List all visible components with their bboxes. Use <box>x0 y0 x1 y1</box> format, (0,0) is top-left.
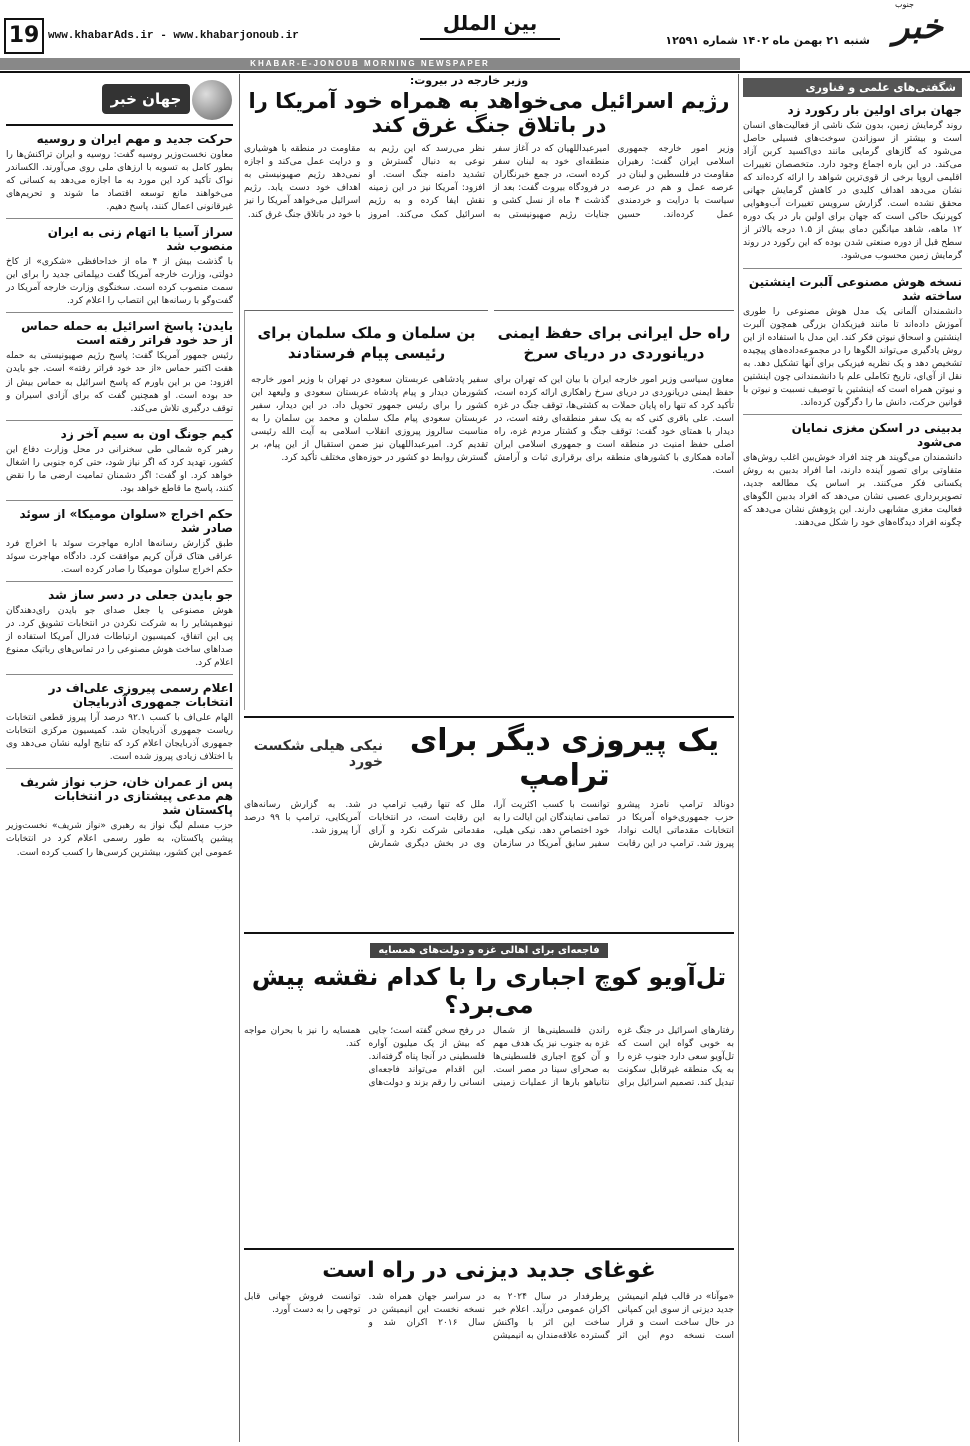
divider <box>743 414 962 415</box>
news-title: جو بایدن جعلی در دسر ساز شد <box>48 587 233 602</box>
world-news-title: جهان خبر <box>102 84 190 114</box>
gaza-headline: تل‌آویو کوچ اجباری را با کدام نقشه پیش می‌برد؟ <box>251 963 727 1019</box>
science-column-header: شگفتی‌های علمی و فناوری <box>743 78 962 97</box>
news-title: اعلام رسمی پیروزی علی‌اف در انتخابات جمهوری آذربایجان <box>48 681 233 710</box>
news-title: پس از عمران خان، حزب نواز شریف هم مدعی پیشتازی در انتخابات پاکستان شد <box>20 775 233 818</box>
divider <box>6 674 233 675</box>
article-text: دانشمندان آلمانی یک مدل هوش مصنوعی را طوری آموزش داده‌اند تا مانند فیزیکدان بزرگی همچون آلبرت اینشتین و اسحاق نیوتن فکر کند. این مدل با استفاده از این روش یادگیری می‌تواند الگوها را در مجموعه‌داده‌های پیچیده تشخیص دهد و یک نظریه فیزیکی برای آنها تشکیل دهد. به نقل از آی‌ای، تاریخ تکاملی علم با دانشمندانی چون اینشتین و نیوتن همراه است که اینشتین با توصیف نسبیت و نیوتن با قوانین حرکت، دانش ما را دگرگون کرده‌اند. <box>743 306 962 408</box>
page-number: 19 <box>4 18 44 54</box>
divider <box>6 581 233 582</box>
trump-subheadline: نیکی هیلی شکست خورد <box>253 738 384 770</box>
world-news-header <box>6 74 233 126</box>
trump-headline: یک پیروزی دیگر برای ترامپ <box>409 723 720 793</box>
news-title: سراز آسیا با اتهام زنی به ایران منصوب شد <box>47 225 233 254</box>
lead-text: وزیر امور خارجه جمهوری اسلامی ایران گفت: رهبران مقاومت در فلسطین و لبنان در عرصه عمل و هم در عرصه سیاست با درایت و خردمندی عمل کرده‌اند. حسین امیرعبداللهیان که در آغاز سفر منطقه‌ای خود به لبنان سفر کرده است، در جمع خبرنگاران در فرودگاه بیروت گفت: بعد از گذشت ۴ ماه از نسل کشی و جنایات رژیم صهیونیستی به نظر می‌رسد که این رژیم به نوعی به دنبال گسترش و تشدید دامنه جنگ است. او افزود: آمریکا نیز در این زمینه نقش ایفا کرده و به رژیم اسرائیل کمک می‌کند. امروز مقاومت در منطقه با هوشیاری و درایت عمل می‌کند و اجازه نمی‌دهد رژیم صهیونیستی به اهداف خود دست یابد. رژیم اسرائیل می‌خواهد آمریکا را نیز با خود در باتلاق جنگ غرق کند. <box>244 144 734 220</box>
globe-icon <box>192 80 232 120</box>
divider <box>6 500 233 501</box>
news-text: الهام علی‌اف با کسب ۹۲.۱ درصد آرا پیروز قطعی انتخابات ریاست جمهوری آذربایجان شد. کمیسیون مرکزی انتخابات جمهوری آذربایجان اعلام کرد که نتایج اولیه نشان می‌دهد وی با اختلاف زیادی پیروز شده است. <box>6 713 233 763</box>
story-redsea <box>494 310 734 710</box>
divider <box>6 218 233 219</box>
gaza-kicker: فاجعه‌ای برای اهالی غزه و دولت‌های همسایه <box>370 943 607 958</box>
saudi-text: سفیر پادشاهی عربستان سعودی در تهران با وزیر امور خارجه کشورمان دیدار و پیام پادشاه عربستان سعودی و ولیعهد این کشور را برای رئیس جمهور تحویل داد. در این دیدار، سفیر عربستان سعودی پیام ملک سلمان و محمد بن سلمان را به مناسبت سالروز پیروزی انقلاب اسلامی به آیت الله رئیسی تقدیم کرد. امیرعبداللهیان نیز ضمن استقبال از این پیام، بر گسترش روابط دو کشور در حوزه‌های مختلف تأکید کرد. <box>251 374 488 463</box>
lead-story <box>244 74 734 304</box>
lead-headline: رژیم اسرائیل می‌خواهد به همراه خود آمریکا را در باتلاق جنگ غرق کند <box>248 89 730 138</box>
news-title: کیم جونگ اون به سیم آخر زد <box>60 426 233 441</box>
story-trump <box>244 716 734 926</box>
english-name-bar: KHABAR-E-JONOUB MORNING NEWSPAPER <box>0 58 740 70</box>
news-title: حکم اخراج «سلوان مومیکا» از سوئد صادر شد <box>19 506 233 535</box>
masthead-rule <box>0 71 970 73</box>
saudi-headline: بن سلمان و ملک سلمان برای رئیسی پیام فرستادند <box>257 324 476 363</box>
news-text: هوش مصنوعی یا جعل صدای جو بایدن رای‌دهندگان نیوهمپشایر را به شرکت نکردن در انتخابات تشویق کرد. در پی این اتفاق، کمیسیون ارتباطات فدرال آمریکا استفاده از صداهای ساخت هوش مصنوعی را در تماس‌های رباتیک ممنوع اعلام کرد. <box>5 605 233 669</box>
news-text: رئیس جمهور آمریکا گفت: پاسخ رژیم صهیونیستی به حمله هفت اکتبر حماس «از حد خود فراتر رفته» است. جو بایدن افزود: من بر این باورم که پاسخ اسرائیل به حماس بیش از حد بوده است. او همچنین گفت که برای آزادی اسیران و توقف درگیری تلاش می‌کند. <box>6 351 233 414</box>
redsea-headline: راه حل ایرانی برای حفظ ایمنی دریانوردی در دریای سرخ <box>497 324 731 363</box>
disney-headline: غوغای جدید دیزنی در راه است <box>322 1258 656 1283</box>
news-title: حرکت جدید و مهم ایران و روسیه <box>36 132 233 146</box>
world-news-column <box>4 74 240 1442</box>
article-title: نسخه هوش مصنوعی آلبرت اینشتین ساخته شد <box>748 274 962 303</box>
main-stories <box>244 74 734 1442</box>
story-gaza <box>244 932 734 1242</box>
article-title: جهان برای اولین بار رکورد زد <box>787 103 962 117</box>
article-text: روند گرمایش زمین، بدون شک ناشی از فعالیت‌های انسان است و بیشتر از سوزاندن سوخت‌های فسیلی حاصل می‌شود که گازهای گرمایی مانند دی‌اکسید کربن آزاد می‌کند. در این باره اجماع وجود دارد. متخصصان تغییرات اقلیمی اروپا برخی از قوی‌ترین شواهد را ارائه کرده‌اند که نشان می‌دهد اهداف کلیدی در کاهش گرمایش جهانی محقق نشده است. گزارش سرویس تغییرات آب‌وهوایی کوپرنیک حاکی است که جهان برای اولین بار در یک دوره ۱۲ ماهه، شاهد میانگین دمای بیش از ۱.۵ درجه بالاتر از سطح قبل از دوره صنعتی شدن بوده که این رکورد در روند گرمایش زمین محسوب می‌شود. <box>743 121 962 262</box>
trump-text: دونالد ترامپ نامزد پیشرو حزب جمهوری‌خواه آمریکا در انتخابات مقدماتی ایالت نوادا، پیروز شد. ترامپ در این رقابت توانست با کسب اکثریت آرا، تمامی نمایندگان این ایالت را به خود اختصاص دهد. نیکی هیلی، سفیر سابق آمریکا در سازمان ملل که تنها رقیب ترامپ در این رقابت است، در انتخابات مقدماتی شرکت نکرد و آرای وی در بخش دیگری شمارش شد. به گزارش رسانه‌های آمریکایی، ترامپ با ۹۹ درصد آرا پیروز شد. <box>244 800 734 850</box>
news-title: بایدن: پاسخ اسرائیل به حمله حماس از حد خود فراتر رفته است <box>21 319 233 348</box>
masthead <box>0 0 970 72</box>
news-text: حزب مسلم لیگ نواز به رهبری «نواز شریف» نخست‌وزیر پیشین پاکستان، به طور رسمی اعلام کرد در انتخابات عمومی این کشور، بیشترین کرسی‌ها را کسب کرده است. <box>6 821 233 858</box>
news-text: معاون نخست‌وزیر روسیه گفت: روسیه و ایران تراکنش‌ها را بطور کامل به تسویه با ارزهای ملی روی می‌آورند. الکساندر نواک تأکید کرد این مورد به ما اجازه می‌دهد به کسانی که می‌خواهند مانع توسعه اقتصاد ما شوند و تحریم‌های غیرقانونی اعمال کنند، پاسخ دهیم. <box>6 150 233 213</box>
gaza-text: رفتارهای اسرائیل در جنگ غزه به خوبی گواه این است که تل‌آویو سعی دارد جنوب غزه را به یک منطقه غیرقابل سکونت تبدیل کند. تصمیم اسرائیل برای راندن فلسطینی‌ها از شمال غزه به جنوب نیز یک هدف مهم و آن کوچ اجباری فلسطینی‌ها به صحرای سینا در مصر است. نتانیاهو بارها از عملیات زمینی در رفح سخن گفته است؛ جایی که بیش از یک میلیون آواره فلسطینی در آنجا پناه گرفته‌اند. این اقدام می‌تواند فاجعه‌ای انسانی را رقم بزند و دولت‌های همسایه را نیز با بحران مواجه کند. <box>244 1026 734 1089</box>
article-title: بدبینی در اسکن مغزی نمایان می‌شود <box>791 420 962 449</box>
divider <box>6 420 233 421</box>
website-urls: www.khabarAds.ir - www.khabarjonoub.ir <box>48 30 299 42</box>
gaza-kicker-row <box>244 938 734 958</box>
science-column <box>738 74 968 1442</box>
article-text: دانشمندان می‌گویند هر چند افراد خوش‌بین اغلب روش‌های متفاوتی برای تصور آینده دارند، اما افراد بدبین به روش یکسانی فکر می‌کنند. بر اساس یک مطالعه جدید، تصویربرداری عصبی نشان می‌دهد که افراد بدبین الگوهای فعالیت مغزی مشابهی دارند. این پژوهش نشان می‌دهد که چگونه افراد دیدگاه‌های خود را شکل می‌دهند. <box>743 452 962 529</box>
news-text: رهبر کره شمالی طی سخنرانی در محل وزارت دفاع این کشور، تهدید کرد که اگر نیاز شود، حتی کره جنوبی را اشغال خواهد کرد. او گفت: اگر دشمنان تمامیت ارضی ما را نقض کنند، پاسخ ما قاطع خواهد بود. <box>6 444 233 494</box>
dateline: شنبه ۲۱ بهمن ماه ۱۴۰۲ شماره ۱۲۵۹۱ <box>665 34 870 47</box>
section-title: بین الملل <box>420 6 560 40</box>
news-text: با گذشت بیش از ۴ ماه از خداحافظی «شکری» از کاخ دولتی، وزارت خارجه آمریکا گفت دیپلماتی جدید را برای این سمت منصوب کرده است. سخنگوی وزارت خارجه آمریکا در گفت‌وگو با رسانه‌ها این انتصاب را اعلام کرد. <box>6 257 233 307</box>
newspaper-logo: خبر <box>892 7 944 47</box>
disney-text: «موآنا» در قالب فیلم انیمیشن جدید دیزنی از سوی این کمپانی در حال ساخت است و قرار است نسخه دوم این اثر پرطرفدار در سال ۲۰۲۴ به اکران عمومی درآید. اعلام خبر ساخت این اثر با واکنش گسترده علاقه‌مندان به انیمیشن در سراسر جهان همراه شد. نسخه نخست این انیمیشن در سال ۲۰۱۶ اکران شد و توانست فروش جهانی قابل توجهی را به دست آورد. <box>244 1292 734 1342</box>
redsea-text: معاون سیاسی وزیر امور خارجه ایران با بیان این که تهران برای حفظ ایمنی دریانوردی در دریای سرخ راهکاری ارائه کرده است، تأکید کرد که تنها راه پایان حملات به کشتی‌ها، توقف جنگ در غزه است. علی باقری کنی که به یک سفر منطقه‌ای رفته است، در دیدار با همتای خود گفت: توقف جنگ و کشتار مردم غزه، راه اصلی حفظ امنیت در منطقه است و جمهوری اسلامی ایران آماده همکاری با کشورهای منطقه برای برقراری ثبات و آرامش است. <box>494 374 734 476</box>
story-disney <box>244 1248 734 1442</box>
trump-headline-row <box>244 724 734 793</box>
divider <box>6 768 233 769</box>
divider <box>6 312 233 313</box>
news-text: طبق گزارش رسانه‌ها اداره مهاجرت سوئد با اخراج فرد عراقی هتاک قرآن کریم موافقت کرد. دادگاه مهاجرت سوئد حکم اخراج سلوان مومیکا را صادر کرده است. <box>6 538 233 575</box>
story-saudi <box>244 310 488 710</box>
divider <box>743 268 962 269</box>
logo-sub: جنوب <box>894 0 914 9</box>
lead-kicker: وزیر خارجه در بیروت: <box>409 74 529 87</box>
